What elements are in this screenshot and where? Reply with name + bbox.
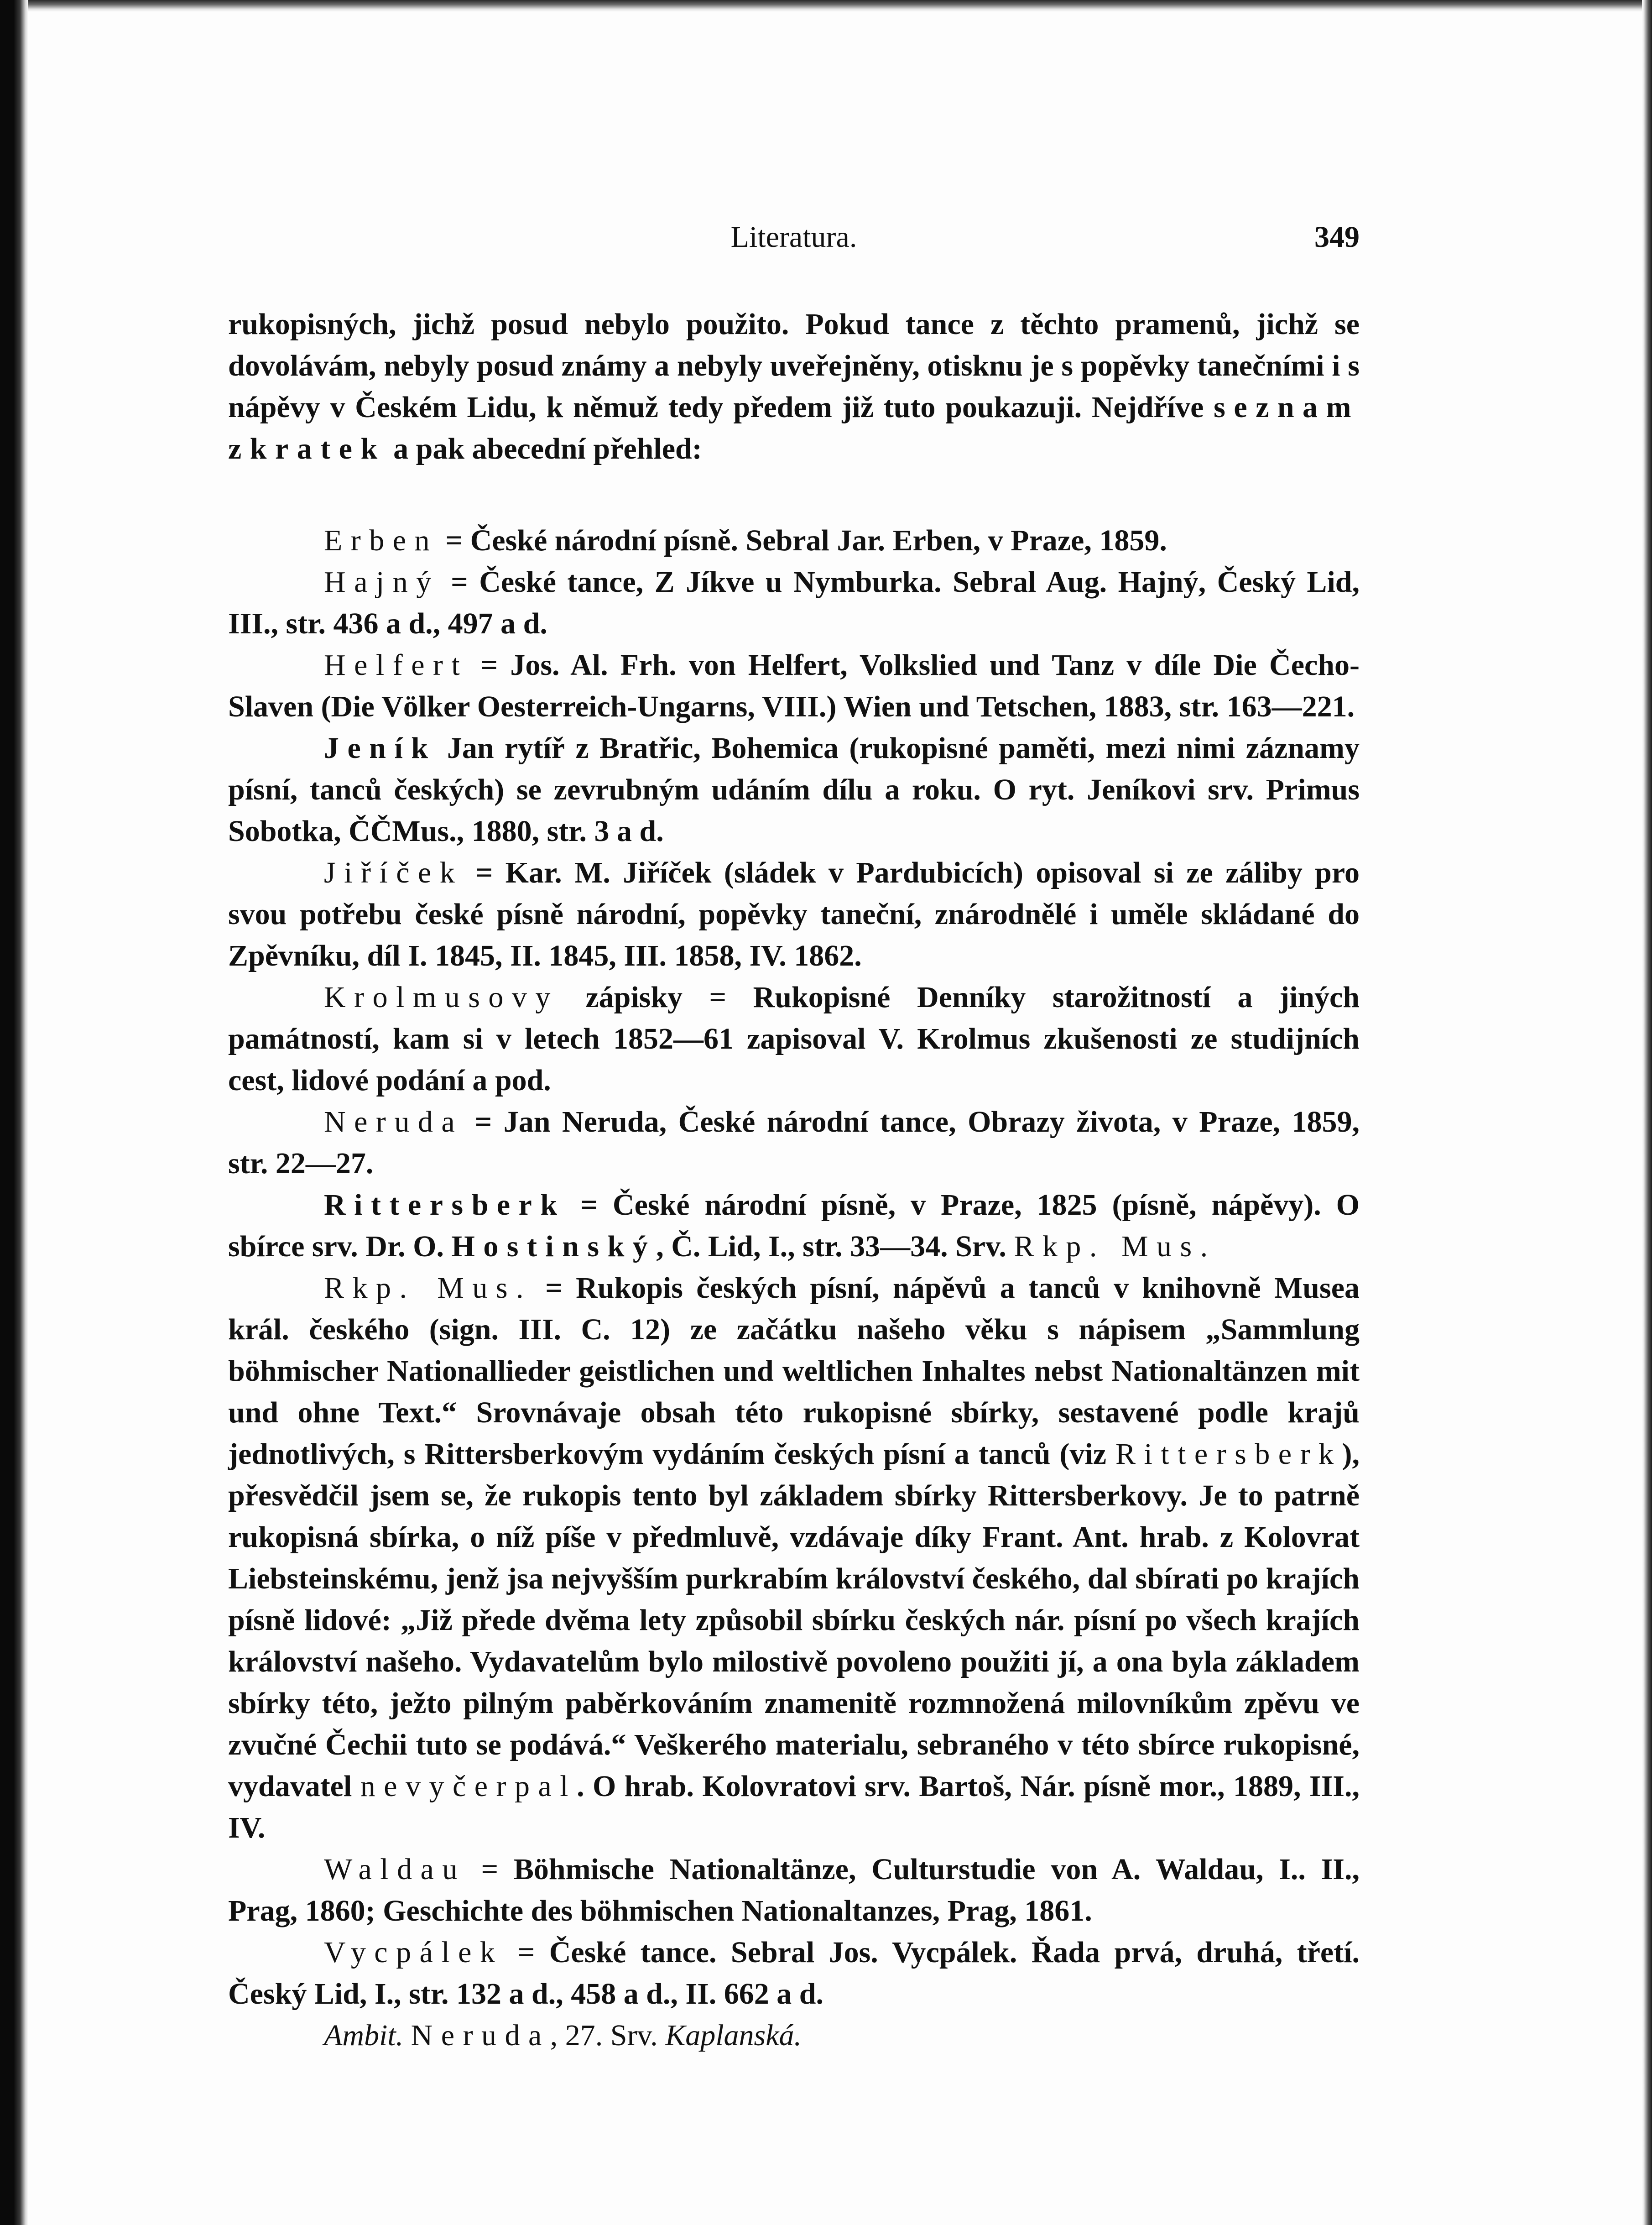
entry-term: Jiříček <box>324 856 464 889</box>
entry-spaced-a: Rittersberk <box>1115 1437 1342 1471</box>
scan-edge-right <box>1642 0 1652 2225</box>
entry-term: Waldau <box>324 1853 466 1886</box>
entry-text: = Böhmische Nationaltänze, Culturstudie von A. Waldau, I.. II., Prag, 1860; Geschichte des böhmischen Nationaltanzes, Prag, 1861. <box>228 1853 1360 1927</box>
entry-spaced-b: Rkp. Mus. <box>1014 1230 1216 1263</box>
entry-text: = České tance. Sebral Jos. Vycpálek. Řada prvá, druhá, třetí. Český Lid, I., str. 132 a d., 458 a d., II. 662 a d. <box>228 1936 1360 2011</box>
entry-term: Helfert <box>324 648 469 682</box>
page-number: 349 <box>1314 220 1360 254</box>
entry-krolmus <box>228 977 1360 1101</box>
entry-text-a: = Rukopis českých písní, nápěvů a tanců v knihovně Musea král. českého (sign. III. C. 12) ze začátku našeho věku s nápisem „Sammlung böhmischer Nationallieder geistlichen und weltlichen Inhaltes nebst Nationaltänzen mit und ohne Text.“ Srovnávaje obsah této rukopisné sbírky, sestavené podle krajů jednotlivých, s Rittersberkovým vydáním českých písní a tanců (viz <box>228 1271 1360 1471</box>
entry-text: , 27. Srv. <box>550 2019 666 2052</box>
entry-italic-a: Ambit. <box>324 2019 404 2052</box>
entry-jiricek <box>228 852 1360 977</box>
entry-text: = Kar. M. Jiříček (sládek v Pardubicích) opisoval si ze záliby pro svou potřebu české písně národní, popěvky taneční, znárodnělé i uměle skládané do Zpěvníku, díl I. 1845, II. 1845, III. 1858, IV. 1862. <box>228 856 1360 972</box>
entry-term: Erben <box>324 524 438 557</box>
entry-helfert <box>228 644 1360 727</box>
entry-text: zápisky = Rukopisné Denníky starožitností a jiných památností, kam si v letech 1852—61 zapisoval V. Krolmus zkušenosti ze studijních cest, lidové podání a pod. <box>228 981 1360 1097</box>
running-title: Literatura. <box>730 220 857 254</box>
entry-italic-b: Kaplanská. <box>665 2019 802 2052</box>
entry-term: Neruda <box>324 1105 464 1139</box>
entry-text-b: ), přesvědčil jsem se, že rukopis tento byl základem sbírky Rittersberkovy. Je to patrně rukopisná sbírka, o níž píše v předmluvě, vzdávaje díky Frant. Ant. hrab. z Kolovrat Liebsteinskému, jenž jsa nejvyšším purkrabím království českého, dal sbírati po krajích písně lidové: „Již přede dvěma lety způsobil sbírku českých nár. písní po všech krajích království našeho. Vydavatelům bylo milostivě povoleno použiti jí, a ona byla základem sbírky této, ježto pilným paběrkováním znamenitě rozmnožená milovníkům zpěvu ve zvučné Čechii tuto se podává.“ Veškerého materialu, sebraného v této sbírce rukopisné, vydavatel <box>228 1437 1360 1803</box>
entry-waldau <box>228 1849 1360 1932</box>
entry-term: Hajný <box>324 565 440 599</box>
entry-text: = Jan Neruda, České národní tance, Obrazy života, v Praze, 1859, str. 22—27. <box>228 1105 1360 1180</box>
entry-term: Rkp. Mus. <box>324 1271 532 1305</box>
intro-text-before: rukopisných, jichž posud nebylo použito. Pokud tance z těchto pramenů, jichž se dovolávám, nebyly posud známy a nebyly uveřejněny, otisknu je s popěvky tanečními i s nápěvy v Českém Lidu, k němuž tedy předem již tuto poukazuji. Nejdříve <box>228 308 1360 424</box>
entry-text-b: , Č. Lid, I., str. 33—34. Srv. <box>656 1230 1014 1263</box>
intro-text-after: a pak abecední přehled: <box>386 432 702 465</box>
scan-edge-top <box>0 0 1652 12</box>
entry-text: = České tance, Z Jíkve u Nymburka. Sebral Aug. Hajný, Český Lid, III., str. 436 a d., 497 a d. <box>228 565 1360 640</box>
body-text <box>228 303 1360 2056</box>
running-head <box>228 214 1360 260</box>
intro-spaced-phrase: seznam zkratek <box>228 391 1360 465</box>
entry-text-c: . O hrab. Kolovratovi srv. Bartoš, Nár. písně mor., 1889, III., IV. <box>228 1770 1360 1844</box>
entry-erben <box>228 520 1360 561</box>
entry-spaced-b: nevyčerpal <box>360 1770 577 1803</box>
entry-term: Krolmusovy <box>324 981 559 1014</box>
entry-text: = České národní písně. Sebral Jar. Erben, v Praze, 1859. <box>438 524 1167 557</box>
entry-rkp-mus <box>228 1267 1360 1849</box>
entry-rittersberk <box>228 1184 1360 1267</box>
scan-edge-left <box>0 0 28 2225</box>
entry-text: = Jos. Al. Frh. von Helfert, Volkslied und Tanz v díle Die Čecho-Slaven (Die Völker Oesterreich-Ungarns, VIII.) Wien und Tetschen, 1883, str. 163—221. <box>228 648 1360 723</box>
entry-vycpalek <box>228 1932 1360 2015</box>
entry-term: Rittersberk <box>324 1188 566 1222</box>
entry-neruda <box>228 1101 1360 1184</box>
entry-text: Jan rytíř z Bratřic, Bohemica (rukopisné paměti, mezi nimi záznamy písní, tanců českých) se zevrubným udáním dílu a roku. O ryt. Jeníkovi srv. Primus Sobotka, ČČMus., 1880, str. 3 a d. <box>228 731 1360 848</box>
entry-ambit <box>228 2015 1360 2056</box>
intro-paragraph <box>228 303 1360 470</box>
entry-term: Vycpálek <box>324 1936 504 1969</box>
entry-spaced: Neruda <box>411 2019 550 2052</box>
entry-spaced-a: Hostinský <box>451 1230 657 1263</box>
entry-jenik <box>228 727 1360 852</box>
entry-hajny <box>228 561 1360 644</box>
entry-term: Jeník <box>324 731 437 765</box>
entry-text-a: = České národní písně, v Praze, 1825 (písně, nápěvy). O sbírce srv. Dr. O. <box>228 1188 1360 1263</box>
